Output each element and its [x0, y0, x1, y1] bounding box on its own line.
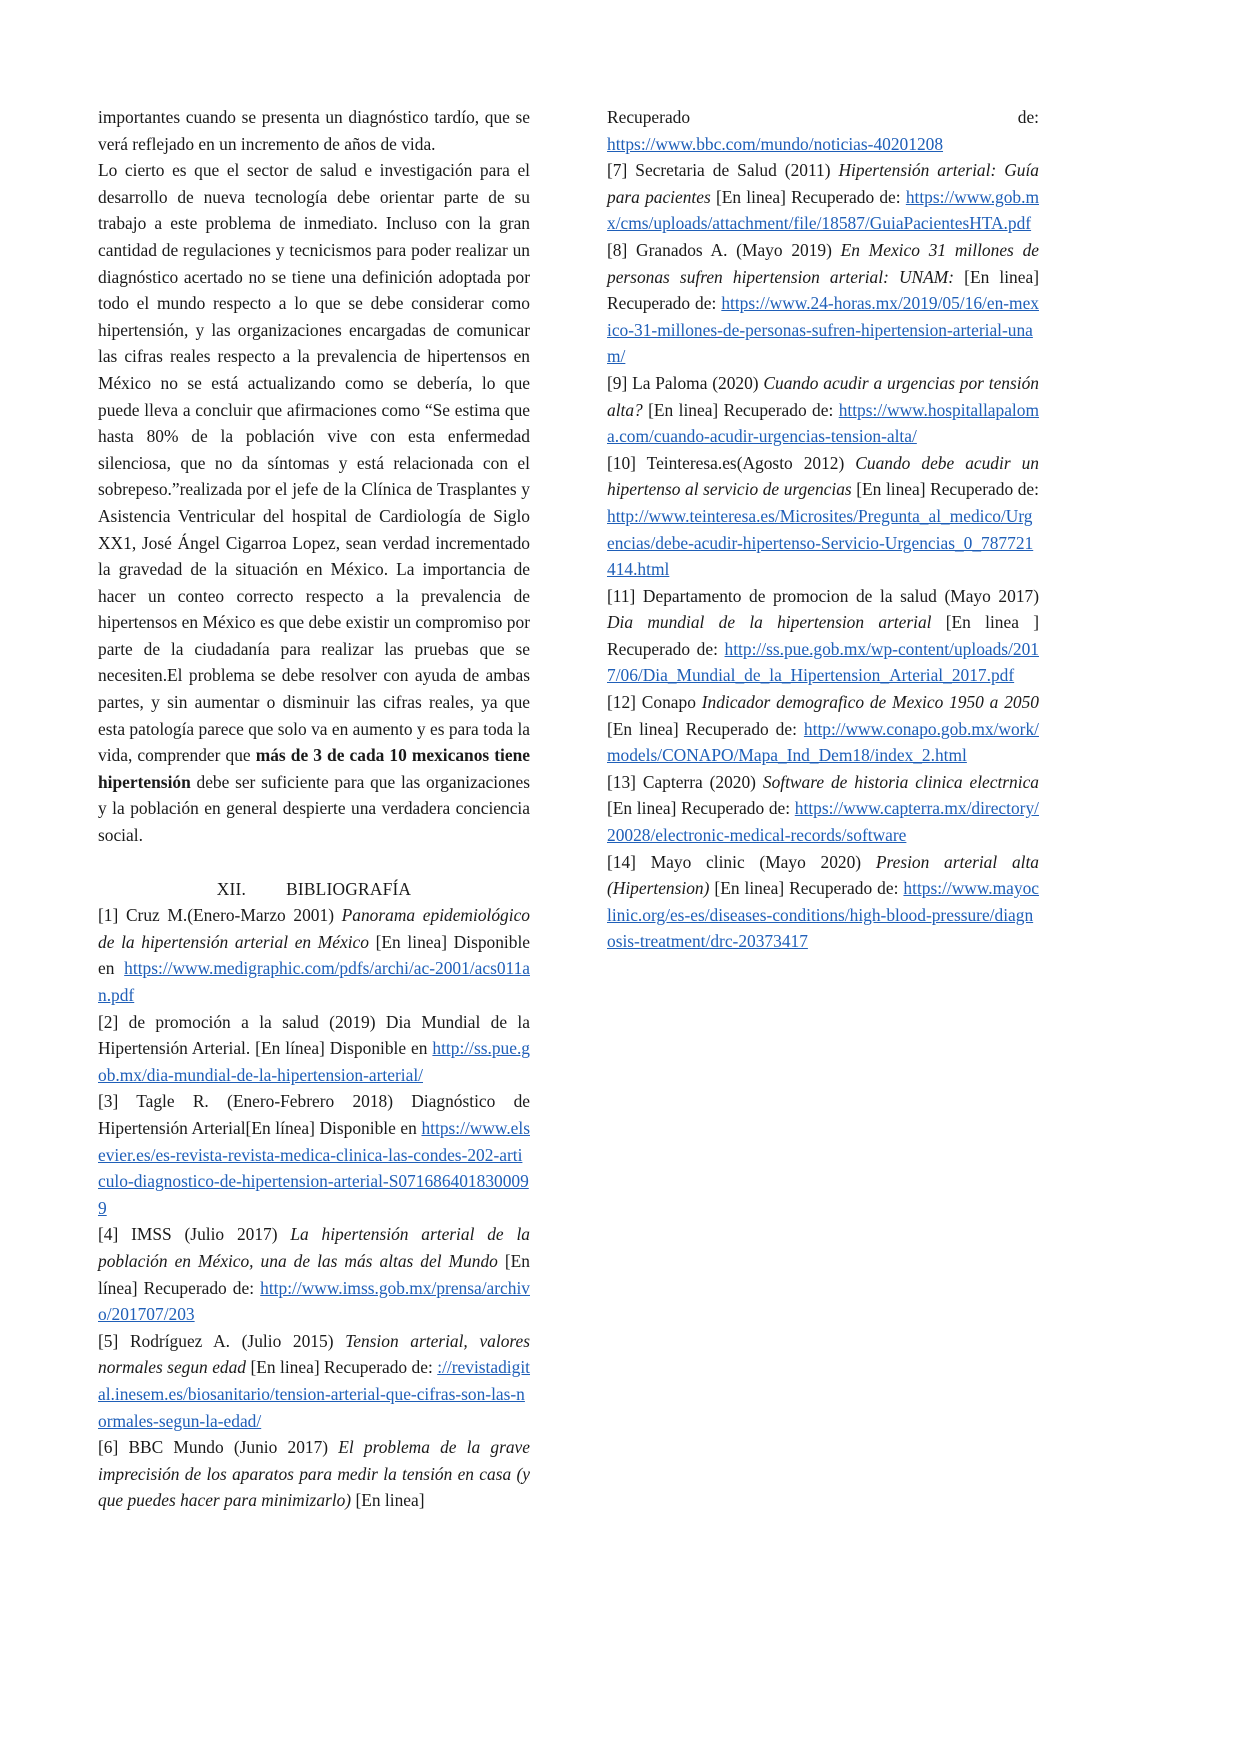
reference-13: [13] Capterra (2020) Software de historia clinica electrnica [En linea] Recuperado de: https://www.capterra.mx/directory/20028/electronic-medical-records/software	[607, 771, 1039, 846]
reference-11: [11] Departamento de promocion de la salud (Mayo 2017) Dia mundial de la hipertension arterial [En linea ] Recuperado de: http://ss.pue.gob.mx/wp-content/uploads/2017/06/Dia_Mundial_de_la_Hipertension_Arterial_2017.pdf	[607, 585, 1039, 686]
section-number: XII.	[216, 878, 247, 899]
reference-link[interactable]: https://www.mayoclinic.org/es-es/diseases-conditions/high-blood-pressure/diagnosis-treatment/drc-20373417	[607, 878, 1039, 952]
reference-link[interactable]: https://www.capterra.mx/directory/20028/electronic-medical-records/software	[607, 798, 1039, 846]
section-title: BIBLIOGRAFÍA	[286, 878, 412, 899]
reference-12: [12] Conapo Indicador demografico de Mexico 1950 a 2050 [En linea] Recuperado de: http://www.conapo.gob.mx/work/models/CONAPO/Mapa_Ind_Dem18/index_2.html	[607, 692, 1039, 766]
left-column	[98, 104, 530, 1514]
reference-4: [4] IMSS (Julio 2017) La hipertensión arterial de la población en México, una de las más altas del Mundo [En línea] Recuperado de: http://www.imss.gob.mx/prensa/archivo/201707/203	[98, 1224, 530, 1325]
reference-3: [3] Tagle R. (Enero-Febrero 2018) Diagnóstico de Hipertensión Arterial[En línea] Disponible en https://www.elsevier.es/es-revista-revista-medica-clinica-las-condes-202-articulo-diagnostico-de-hipertension-arterial-S0716864018300099	[98, 1091, 530, 1218]
reference-6: [6] BBC Mundo (Junio 2017) El problema de la grave imprecisión de los aparatos para medir la tensión en casa (y que puedes hacer para minimizarlo) [En linea]	[98, 1437, 530, 1511]
reference-link[interactable]: https://www.elsevier.es/es-revista-revista-medica-clinica-las-condes-202-articulo-diagnostico-de-hipertension-arterial-S0716864018300099	[98, 1117, 530, 1218]
reference-5: [5] Rodríguez A. (Julio 2015) Tension arterial, valores normales segun edad [En linea] Recuperado de: ://revistadigital.inesem.es/biosanitario/tension-arterial-que-cifras-son-las-normales-segun-la-edad/	[98, 1330, 530, 1431]
reference-1: [1] Cruz M.(Enero-Marzo 2001) Panorama epidemiológico de la hipertensión arterial en México [En linea] Disponible en https://www.medigraphic.com/pdfs/archi/ac-2001/acs011an.pdf	[98, 905, 530, 1005]
reference-link[interactable]: http://www.conapo.gob.mx/work/models/CONAPO/Mapa_Ind_Dem18/index_2.html	[607, 718, 1039, 766]
reference-8: [8] Granados A. (Mayo 2019) En Mexico 31 millones de personas sufren hipertension arterial: UNAM: [En linea] Recuperado de: https://www.24-horas.mx/2019/05/16/en-mexico-31-millones-de-personas-sufren-hipertension-arterial-unam/	[607, 239, 1039, 367]
reference-6-continued: Recuperado de:	[607, 107, 1039, 127]
reference-2: [2] de promoción a la salud (2019) Dia Mundial de la Hipertensión Arterial. [En línea] Disponible en http://ss.pue.gob.mx/dia-mundial-de-la-hipertension-arterial/	[98, 1011, 530, 1085]
reference-6-url-line	[607, 131, 1039, 158]
reference-14: [14] Mayo clinic (Mayo 2020) Presion arterial alta (Hipertension) [En linea] Recuperado de: https://www.mayoclinic.org/es-es/diseases-conditions/high-blood-pressure/diagnosis-treatment/drc-20373417	[607, 851, 1040, 952]
reference-link[interactable]: http://ss.pue.gob.mx/wp-content/uploads/2017/06/Dia_Mundial_de_la_Hipertension_Arterial_2017.pdf	[607, 638, 1039, 686]
paragraph-1: importantes cuando se presenta un diagnóstico tardío, que se verá reflejado en un incremento de años de vida.	[98, 107, 530, 154]
reference-link[interactable]: https://www.bbc.com/mundo/noticias-40201208	[607, 133, 944, 154]
reference-link[interactable]: https://www.hospitallapaloma.com/cuando-acudir-urgencias-tension-alta/	[607, 399, 1039, 447]
reference-7: [7] Secretaria de Salud (2011) Hipertensión arterial: Guía para pacientes [En linea] Recuperado de: https://www.gob.mx/cms/uploads/attachment/file/18587/GuiaPacientesHTA.pdf	[607, 160, 1040, 234]
bibliography-heading	[98, 876, 530, 903]
reference-link[interactable]: http://www.imss.gob.mx/prensa/archivo/201707/203	[98, 1277, 530, 1325]
reference-link[interactable]: https://www.medigraphic.com/pdfs/archi/ac-2001/acs011an.pdf	[98, 958, 530, 1005]
paragraph-2: Lo cierto es que el sector de salud e investigación para el desarrollo de nueva tecnología debe orientar parte de su trabajo a este problema de inmediato. Incluso con la gran cantidad de regulaciones y tecnicismos para poder realizar un diagnóstico acertado no se tiene una definición adoptada por todo el mundo respecto a lo que se debe considerar como hipertensión, y las organizaciones encargadas de comunicar las cifras reales respecto a la prevalencia de hipertensos en México no se está actualizando como se debería, lo que puede lleva a concluir que afirmaciones como “Se estima que hasta 80% de la población vive con esta enfermedad silenciosa, que no da síntomas y está relacionada con el sobrepeso.”realizada por el jefe de la Clínica de Trasplantes y Asistencia Ventricular del hospital de Cardiología de Siglo XX1, José Ángel Cigarroa Lopez, sean verdad incrementado la gravedad de la situación en México. La importancia de hacer un conteo correcto respecto a la prevalencia de hipertensos en México es que debe existir un compromiso por parte de la ciudadanía para realizar las pruebas que se necesiten.El problema se debe resolver con ayuda de ambas partes, y sin aumentar o disminuir las cifras reales, ya que esta patología parece que solo va en aumento y es para toda la vida, comprender que más de 3 de cada 10 mexicanos tiene hipertensión debe ser suficiente para que las organizaciones y la población en general despierte una verdadera conciencia social.	[98, 160, 530, 846]
reference-link[interactable]: https://www.gob.mx/cms/uploads/attachment/file/18587/GuiaPacientesHTA.pdf	[607, 186, 1040, 234]
right-column	[607, 104, 1039, 955]
bold-statistic: más de 3 de cada 10 mexicanos tiene hipertensión	[98, 745, 530, 792]
reference-link[interactable]: http://ss.pue.gob.mx/dia-mundial-de-la-hipertension-arterial/	[98, 1038, 530, 1085]
reference-link[interactable]: https://www.24-horas.mx/2019/05/16/en-mexico-31-millones-de-personas-sufren-hipertension-arterial-unam/	[607, 293, 1039, 367]
reference-link[interactable]: http://www.teinteresa.es/Microsites/Pregunta_al_medico/Urgencias/debe-acudir-hipertenso-Servicio-Urgencias_0_787721414.html	[607, 505, 1034, 580]
reference-link[interactable]: ://revistadigital.inesem.es/biosanitario/tension-arterial-que-cifras-son-las-normales-segun-la-edad/	[98, 1357, 530, 1431]
reference-9: [9] La Paloma (2020) Cuando acudir a urgencias por tensión alta? [En linea] Recuperado de: https://www.hospitallapaloma.com/cuando-acudir-urgencias-tension-alta/	[607, 372, 1039, 447]
reference-10: [10] Teinteresa.es(Agosto 2012) Cuando debe acudir un hipertenso al servicio de urgencias [En linea] Recuperado de: http://www.teinteresa.es/Microsites/Pregunta_al_medico/Urgencias/debe-acudir-hipertenso-Servicio-Urgencias_0_787721414.html	[607, 452, 1039, 580]
